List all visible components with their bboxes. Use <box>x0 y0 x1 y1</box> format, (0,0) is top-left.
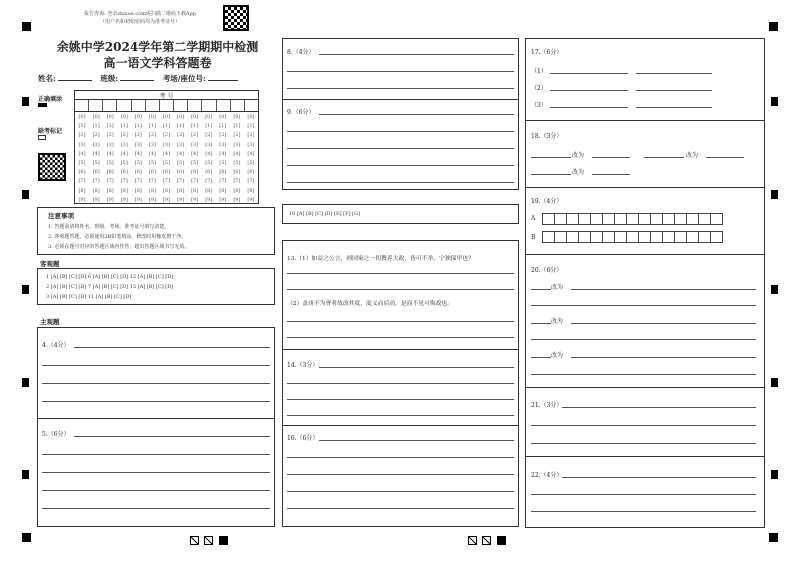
page-marker <box>190 536 199 545</box>
digit-bubble[interactable]: [0] <box>247 114 255 120</box>
question-17-item: （3） <box>531 102 547 109</box>
digit-bubble[interactable]: [4] <box>106 150 114 157</box>
digit-bubble[interactable]: [3] <box>78 141 86 148</box>
digit-bubble[interactable]: [0] <box>205 114 213 120</box>
digit-bubble[interactable]: [0] <box>120 114 128 120</box>
note-item: 1. 答题前请将姓名、班级、考场、准考证号填写清楚。 <box>48 224 170 230</box>
digit-bubble[interactable]: [3] <box>191 141 199 148</box>
answer-box-q13-q16[interactable] <box>282 240 519 527</box>
digit-bubble[interactable]: [8] <box>177 187 185 194</box>
digit-bubble[interactable]: [4] <box>219 150 227 157</box>
registration-mark <box>769 533 778 542</box>
page-marker <box>468 536 477 545</box>
digit-bubble[interactable]: [7] <box>162 178 171 185</box>
page-marker <box>482 536 491 545</box>
digit-bubble[interactable]: [7] <box>120 178 128 185</box>
question-20-label: 20.（6分） <box>531 267 563 274</box>
digit-bubble[interactable]: [3] <box>106 141 114 148</box>
digit-bubble[interactable]: [8] <box>120 187 128 194</box>
seat-field[interactable] <box>208 80 238 81</box>
digit-bubble[interactable]: [8] <box>247 187 255 194</box>
digit-bubble[interactable]: [2] <box>120 132 128 139</box>
question-17-item: （1） <box>531 68 547 75</box>
digit-bubble[interactable]: [5] <box>233 160 241 167</box>
digit-column[interactable] <box>75 113 89 205</box>
exam-number-write-row[interactable] <box>75 100 258 112</box>
digit-bubble[interactable]: [3] <box>120 141 128 148</box>
question-8-label: 8.（4分） <box>287 49 315 56</box>
class-label: 班级: <box>100 74 119 83</box>
timing-mark <box>22 190 29 199</box>
digit-bubble[interactable]: [7] <box>148 178 156 185</box>
digit-bubble[interactable]: [8] <box>78 187 86 194</box>
digit-bubble[interactable]: [2] <box>148 132 156 139</box>
exam-number-bubbles[interactable] <box>75 113 258 205</box>
digit-bubble[interactable]: [4] <box>177 150 185 157</box>
digit-bubble[interactable]: [2] <box>233 132 241 139</box>
exam-number-grid <box>74 90 259 204</box>
page-marker <box>204 536 213 545</box>
digit-bubble[interactable]: [7] <box>106 178 114 185</box>
digit-bubble[interactable]: [9] <box>78 196 86 203</box>
digit-bubble[interactable]: [2] <box>205 132 213 139</box>
digit-bubble[interactable]: [6] <box>162 169 171 176</box>
digit-bubble[interactable]: [4] <box>78 150 86 157</box>
digit-bubble[interactable]: [2] <box>219 132 227 139</box>
question-14-label: 14.（3分） <box>287 362 319 369</box>
digit-bubble[interactable]: [0] <box>162 114 171 120</box>
note-item: 3. 必须在题号对应的答题区域内作答，超出答题区域书写无效。 <box>48 244 190 250</box>
digit-bubble[interactable]: [1] <box>120 123 128 130</box>
timing-mark <box>771 285 778 294</box>
question-9-label: 9.（6分） <box>287 109 315 116</box>
digit-bubble[interactable]: [9] <box>191 196 199 203</box>
notes-title: 注意事项 <box>48 212 74 220</box>
digit-bubble[interactable]: [0] <box>177 114 185 120</box>
digit-bubble[interactable]: [3] <box>205 141 213 148</box>
digit-bubble[interactable]: [4] <box>162 150 171 157</box>
digit-column[interactable] <box>131 113 145 205</box>
digit-bubble[interactable]: [5] <box>120 160 128 167</box>
digit-bubble[interactable]: [6] <box>148 169 156 176</box>
digit-bubble[interactable]: [6] <box>106 169 114 176</box>
digit-column[interactable] <box>244 113 258 205</box>
answer-cell[interactable] <box>710 231 723 243</box>
digit-bubble[interactable]: [6] <box>205 169 213 176</box>
digit-bubble[interactable]: [8] <box>191 187 199 194</box>
qr-code-icon <box>223 5 249 31</box>
digit-bubble[interactable]: [3] <box>92 141 100 148</box>
question-19-grid-a[interactable] <box>543 213 723 225</box>
objective-answer-box[interactable] <box>37 268 275 305</box>
digit-bubble[interactable]: [5] <box>177 160 185 167</box>
question-22-label: 22.（4分） <box>531 472 563 479</box>
digit-bubble[interactable]: [9] <box>148 196 156 203</box>
digit-bubble[interactable]: [7] <box>191 178 199 185</box>
digit-bubble[interactable]: [9] <box>177 196 185 203</box>
change-to-label: 改为 <box>572 152 585 159</box>
digit-bubble[interactable]: [6] <box>191 169 199 176</box>
digit-bubble[interactable]: [5] <box>148 160 156 167</box>
digit-bubble[interactable]: [6] <box>177 169 185 176</box>
digit-bubble[interactable]: [3] <box>233 141 241 148</box>
digit-bubble[interactable]: [2] <box>134 132 142 139</box>
registration-mark <box>769 22 778 31</box>
digit-column[interactable] <box>117 113 131 205</box>
note-item: 2. 客观题答题，必须使用2B铅笔填涂，修改时用橡皮擦干净。 <box>48 234 187 240</box>
digit-bubble[interactable]: [9] <box>233 196 241 203</box>
digit-bubble[interactable]: [0] <box>148 114 156 120</box>
registration-mark <box>22 22 31 31</box>
report-query-note: 报告查询: 登录zhixue.com或扫描二维码下载App （用户名和初始密码均为准考证号） <box>84 11 196 25</box>
digit-bubble[interactable]: [0] <box>92 114 100 120</box>
page-marker <box>497 536 506 545</box>
digit-bubble[interactable]: [2] <box>78 132 86 139</box>
change-to-label: 改为 <box>686 152 699 159</box>
timing-mark <box>771 378 778 387</box>
digit-bubble[interactable]: [6] <box>219 169 227 176</box>
objective-row[interactable]: 3 [A] [B] [C] [D] 11 [A] [B] [C] [D] <box>46 294 132 300</box>
digit-bubble[interactable]: [1] <box>106 123 114 130</box>
timing-mark <box>22 378 29 387</box>
timing-mark <box>771 470 778 479</box>
change-to-label: 改为 <box>551 318 564 325</box>
digit-bubble[interactable]: [2] <box>247 132 255 139</box>
digit-bubble[interactable]: [4] <box>233 150 241 157</box>
digit-bubble[interactable]: [7] <box>247 178 255 185</box>
timing-mark <box>22 97 29 106</box>
notes-box <box>37 207 275 255</box>
page-marker <box>219 536 228 545</box>
digit-column[interactable] <box>174 113 188 205</box>
absent-checkbox[interactable] <box>38 135 46 140</box>
digit-bubble[interactable]: [4] <box>191 150 199 157</box>
digit-bubble[interactable]: [4] <box>134 150 142 157</box>
answer-box-q4-q5[interactable] <box>37 327 275 527</box>
subjective-label: 主观题 <box>40 318 60 326</box>
digit-bubble[interactable]: [5] <box>191 160 199 167</box>
digit-bubble[interactable]: [6] <box>134 169 142 176</box>
digit-bubble[interactable]: [1] <box>177 123 185 130</box>
digit-bubble[interactable]: [8] <box>106 187 114 194</box>
absent-mark-label: 缺考标记 <box>38 128 63 135</box>
digit-bubble[interactable]: [4] <box>148 150 156 157</box>
digit-bubble[interactable]: [8] <box>148 187 156 194</box>
digit-bubble[interactable]: [7] <box>219 178 227 185</box>
digit-bubble[interactable]: [8] <box>233 187 241 194</box>
question-19-grid-b[interactable] <box>543 231 723 243</box>
answer-box-q10[interactable] <box>282 204 519 224</box>
page-title: 余姚中学2024学年第二学期期中检测 <box>56 40 259 54</box>
question-19-label: 19.（4分） <box>531 198 563 205</box>
digit-bubble[interactable]: [5] <box>247 160 255 167</box>
timing-mark <box>771 97 778 106</box>
digit-bubble[interactable]: [7] <box>78 178 86 185</box>
digit-bubble[interactable]: [0] <box>134 114 142 120</box>
digit-bubble[interactable]: [1] <box>92 123 100 130</box>
digit-bubble[interactable]: [0] <box>191 114 199 120</box>
objective-label: 客观题 <box>40 260 60 268</box>
question-21-label: 21.（3分） <box>531 402 563 409</box>
digit-bubble[interactable]: [1] <box>162 123 171 130</box>
digit-bubble[interactable]: [1] <box>148 123 156 130</box>
name-label: 姓名: <box>38 74 56 83</box>
digit-bubble[interactable]: [1] <box>78 123 86 130</box>
digit-bubble[interactable]: [9] <box>219 196 227 203</box>
digit-bubble[interactable]: [2] <box>162 132 171 139</box>
digit-bubble[interactable]: [2] <box>106 132 114 139</box>
student-info <box>38 73 244 84</box>
digit-column[interactable] <box>89 113 103 205</box>
registration-mark <box>22 533 31 542</box>
digit-bubble[interactable]: [2] <box>92 132 100 139</box>
class-field[interactable] <box>120 80 154 81</box>
digit-bubble[interactable]: [8] <box>162 187 171 194</box>
change-to-label: 改为 <box>572 169 585 176</box>
question-4-label: 4.（4分） <box>42 342 70 349</box>
digit-bubble[interactable]: [3] <box>219 141 227 148</box>
digit-bubble[interactable]: [9] <box>205 196 213 203</box>
objective-row[interactable]: 2 [A] [B] [C] [D] 7 [A] [B] [C] [D] 15 [A] [B] [C] [D] <box>46 284 174 290</box>
change-to-label: 改为 <box>551 352 564 359</box>
question-19-row-label: B <box>531 234 536 241</box>
digit-bubble[interactable]: [4] <box>92 150 100 157</box>
digit-column[interactable] <box>188 113 202 205</box>
digit-bubble[interactable]: [1] <box>233 123 241 130</box>
digit-bubble[interactable]: [9] <box>106 196 114 203</box>
digit-bubble[interactable]: [9] <box>120 196 128 203</box>
digit-bubble[interactable]: [5] <box>162 160 171 167</box>
name-field[interactable] <box>58 80 92 81</box>
digit-bubble[interactable]: [6] <box>120 169 128 176</box>
question-5-label: 5.（6分） <box>42 431 70 438</box>
question-17-label: 17.（6分） <box>531 49 563 56</box>
answer-cell[interactable] <box>710 213 723 225</box>
timing-mark <box>22 285 29 294</box>
digit-bubble[interactable]: [7] <box>92 178 100 185</box>
digit-column[interactable] <box>159 113 173 205</box>
digit-bubble[interactable]: [2] <box>191 132 199 139</box>
question-19-row-label: A <box>531 215 536 222</box>
digit-bubble[interactable]: [7] <box>177 178 185 185</box>
digit-bubble[interactable]: [8] <box>219 187 227 194</box>
digit-bubble[interactable]: [0] <box>219 114 227 120</box>
answer-box-q8-q9[interactable] <box>282 38 519 190</box>
digit-bubble[interactable]: [9] <box>247 196 255 203</box>
digit-column[interactable] <box>202 113 216 205</box>
digit-bubble[interactable]: [8] <box>205 187 213 194</box>
digit-bubble[interactable]: [3] <box>134 141 142 148</box>
digit-column[interactable] <box>230 113 244 205</box>
objective-row[interactable]: 1 [A] [B] [C] [D] 6 [A] [B] [C] [D] 12 [A] [B] [C] [D] <box>46 274 174 280</box>
digit-bubble[interactable]: [0] <box>233 114 241 120</box>
digit-bubble[interactable]: [1] <box>134 123 142 130</box>
seat-label: 考场/座位号: <box>162 74 206 83</box>
digit-bubble[interactable]: [4] <box>120 150 128 157</box>
digit-bubble[interactable]: [5] <box>205 160 213 167</box>
answer-box-q17-q22[interactable] <box>525 38 765 528</box>
digit-bubble[interactable]: [1] <box>247 123 255 130</box>
digit-bubble[interactable]: [6] <box>78 169 86 176</box>
digit-bubble[interactable]: [6] <box>92 169 100 176</box>
timing-mark <box>771 190 778 199</box>
digit-bubble[interactable]: [1] <box>219 123 227 130</box>
digit-bubble[interactable]: [7] <box>233 178 241 185</box>
digit-bubble[interactable]: [7] <box>134 178 142 185</box>
digit-bubble[interactable]: [4] <box>205 150 213 157</box>
digit-bubble[interactable]: [9] <box>92 196 100 203</box>
digit-bubble[interactable]: [6] <box>247 169 255 176</box>
digit-bubble[interactable]: [5] <box>134 160 142 167</box>
digit-bubble[interactable]: [1] <box>205 123 213 130</box>
correct-fill-sample <box>38 103 47 107</box>
digit-column[interactable] <box>103 113 117 205</box>
question-17-item: （2） <box>531 85 547 92</box>
question-13-part1: 13.（1）如益之公言，则国家之一切教养大政，皆可不举，宁独保甲也？ <box>287 256 474 262</box>
digit-bubble[interactable]: [8] <box>92 187 100 194</box>
digit-bubble[interactable]: [0] <box>106 114 114 120</box>
digit-bubble[interactable]: [6] <box>233 169 241 176</box>
digit-bubble[interactable]: [2] <box>177 132 185 139</box>
digit-bubble[interactable]: [4] <box>247 150 255 157</box>
digit-bubble[interactable]: [5] <box>92 160 100 167</box>
digit-bubble[interactable]: [5] <box>219 160 227 167</box>
digit-bubble[interactable]: [5] <box>78 160 86 167</box>
digit-bubble[interactable]: [3] <box>177 141 185 148</box>
digit-column[interactable] <box>145 113 159 205</box>
exam-number-header: 考 号 <box>75 91 258 100</box>
digit-bubble[interactable]: [3] <box>162 141 171 148</box>
digit-bubble[interactable]: [9] <box>134 196 142 203</box>
qr-code-icon <box>38 153 66 181</box>
digit-bubble[interactable]: [7] <box>205 178 213 185</box>
question-18-label: 18.（3分） <box>531 133 563 140</box>
digit-bubble[interactable]: [3] <box>148 141 156 148</box>
digit-bubble[interactable]: [0] <box>78 114 86 120</box>
digit-bubble[interactable]: [1] <box>191 123 199 130</box>
correct-fill-label: 正确填涂 <box>38 96 63 103</box>
question-16-label: 16.（6分） <box>287 435 319 442</box>
digit-bubble[interactable]: [5] <box>106 160 114 167</box>
digit-column[interactable] <box>216 113 230 205</box>
question-13-part2: （2）盖庚不为胥者故改其度，度义而后动，是而不见可悔故也。 <box>287 301 454 307</box>
change-to-label: 改为 <box>551 284 564 291</box>
page-subtitle: 高一语文学科答题卷 <box>103 56 212 70</box>
digit-bubble[interactable]: [9] <box>162 196 171 203</box>
question-10-options[interactable]: 10 [A] [B] [C] [D] [E] [F] [G] <box>289 211 361 217</box>
timing-mark <box>22 470 29 479</box>
digit-bubble[interactable]: [8] <box>134 187 142 194</box>
digit-bubble[interactable]: [3] <box>247 141 255 148</box>
